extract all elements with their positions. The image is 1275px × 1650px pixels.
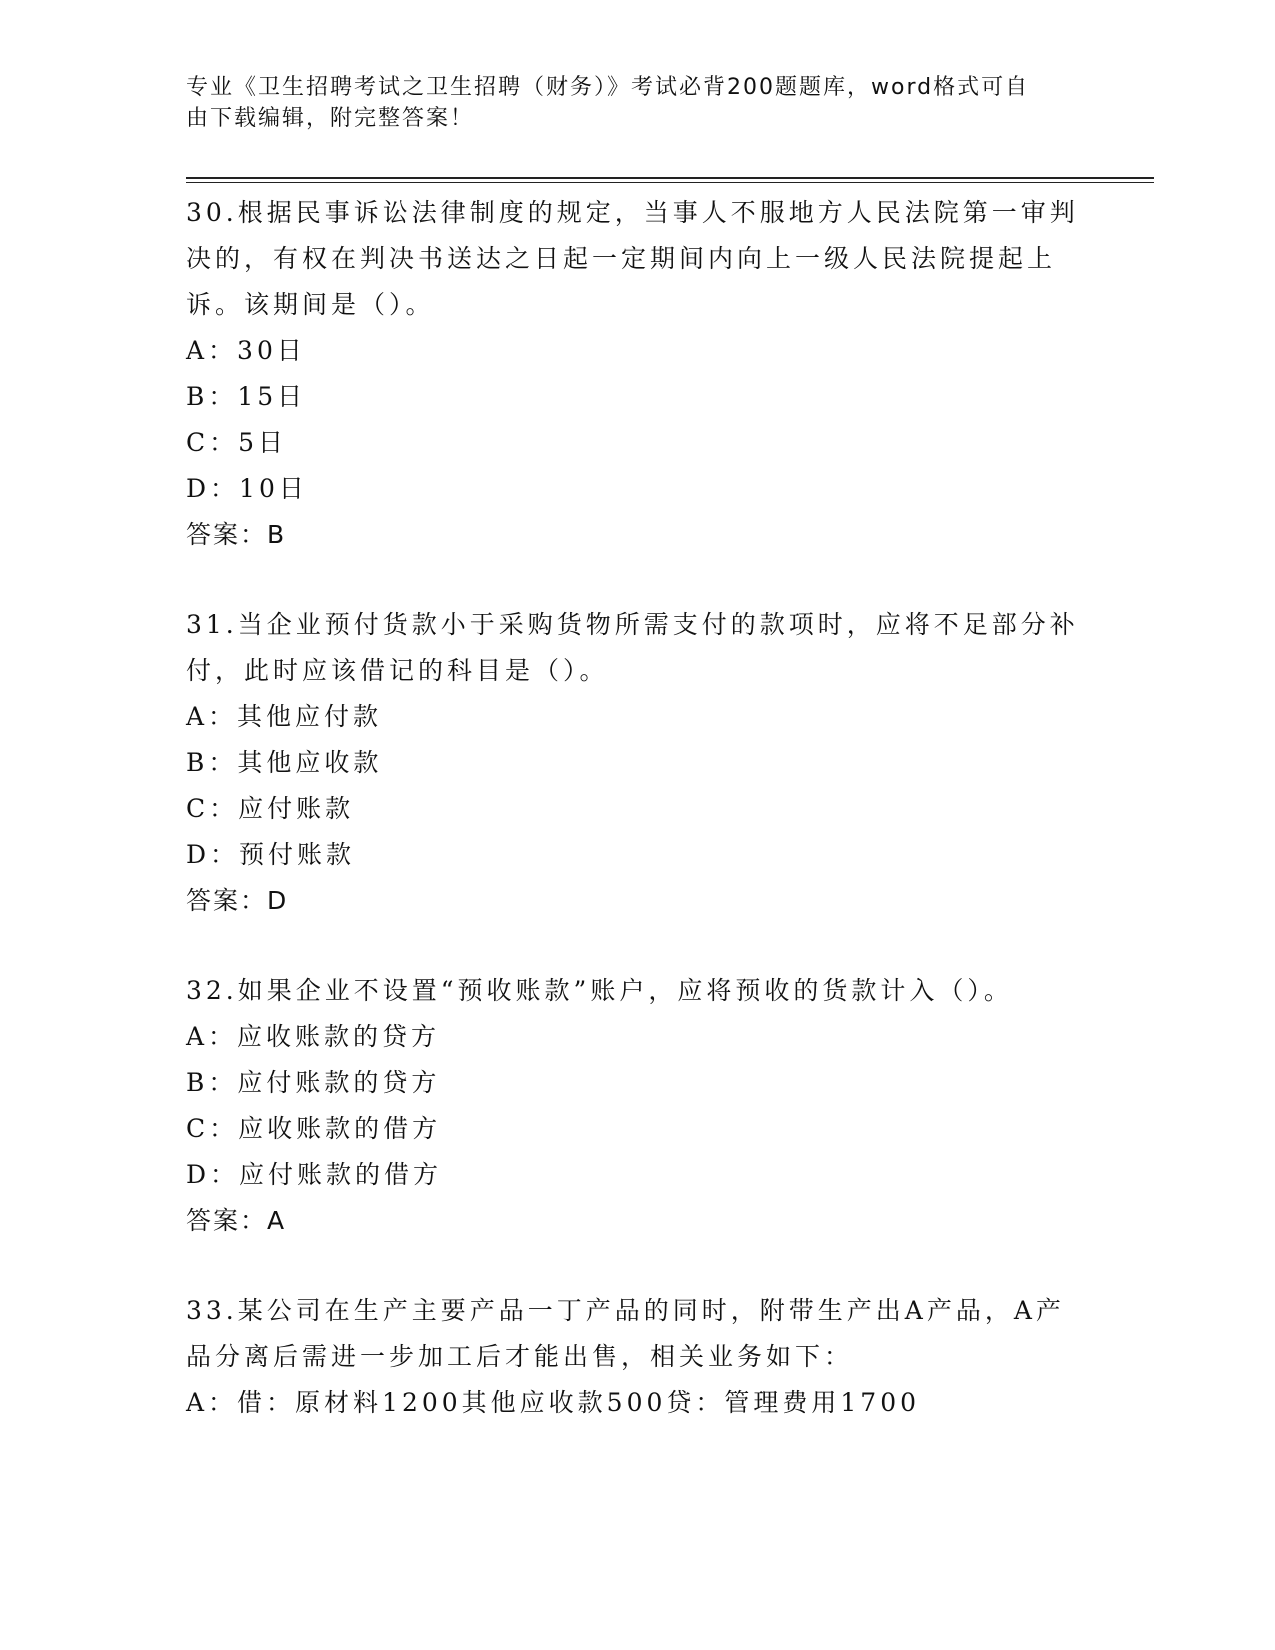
answer: 答案：A [186,1206,287,1235]
question-stem-line: 决的，有权在判决书送达之日起一定期间内向上一级人民法院提起上 [186,244,1057,273]
option-a: A：应收账款的贷方 [186,1022,441,1051]
option-d: D：预付账款 [186,840,356,869]
header-line-2: 由下载编辑，附完整答案！ [186,106,475,131]
option-a: A：其他应付款 [186,702,383,731]
question-stem-line: 付，此时应该借记的科目是（）。 [186,656,609,685]
document-header [186,72,1066,134]
option-b: B：应付账款的贷方 [186,1068,441,1097]
option-a: A：30日 [186,336,306,365]
question-30 [186,190,1086,558]
option-d: D：应付账款的借方 [186,1160,443,1189]
question-32 [186,968,1086,1244]
option-b: B：其他应收款 [186,748,383,777]
option-b: B：15日 [186,382,307,411]
question-stem-line: 诉。该期间是（）。 [186,290,435,319]
answer: 答案：D [186,886,289,915]
question-list [186,190,1086,1426]
option-c: C：应收账款的借方 [186,1114,442,1143]
question-33 [186,1288,1086,1426]
answer: 答案：B [186,520,287,549]
question-31 [186,602,1086,924]
question-stem-line: 33.某公司在生产主要产品一丁产品的同时，附带生产出A产品，A产 [186,1296,1065,1325]
question-stem-line: 品分离后需进一步加工后才能出售，相关业务如下： [186,1342,854,1371]
header-divider-thick [186,177,1154,179]
question-stem-line: 32.如果企业不设置“预收账款”账户，应将预收的货款计入（）。 [186,976,1013,1005]
question-stem-line: 31.当企业预付货款小于采购货物所需支付的款项时，应将不足部分补 [186,610,1079,639]
header-line-1: 专业《卫生招聘考试之卫生招聘（财务）》考试必背200题题库，word格式可自 [186,75,1030,100]
question-stem-line: 30.根据民事诉讼法律制度的规定，当事人不服地方人民法院第一审判 [186,198,1079,227]
option-a: A：借：原材料1200其他应收款500贷：管理费用1700 [186,1388,921,1417]
option-c: C：5日 [186,428,288,457]
option-d: D：10日 [186,474,308,503]
header-divider-thin [186,182,1154,183]
option-c: C：应付账款 [186,794,355,823]
